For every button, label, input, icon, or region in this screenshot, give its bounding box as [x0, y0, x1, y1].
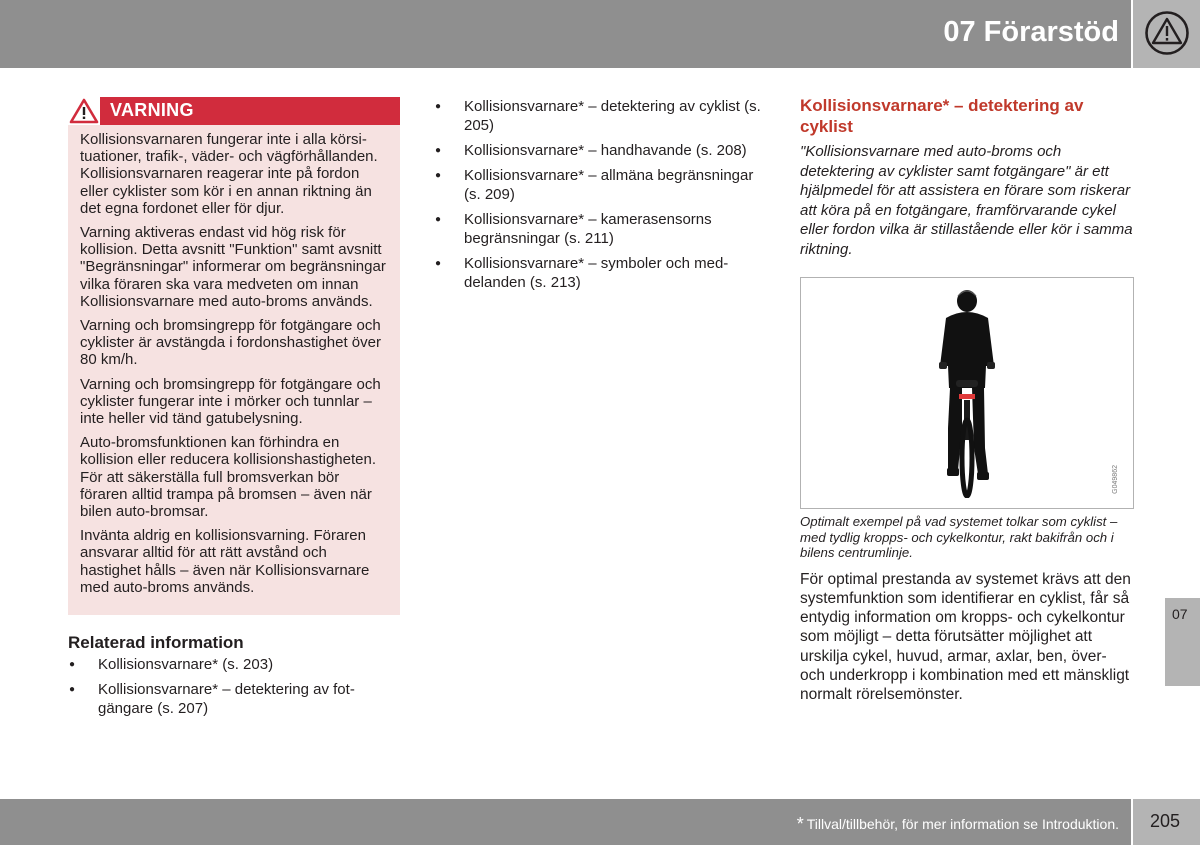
cyclist-figure: [800, 277, 1134, 509]
warning-triangle-icon: [1144, 10, 1190, 56]
warning-triangle-icon: [68, 97, 100, 125]
figure-code: G049862: [1112, 465, 1119, 494]
related-link[interactable]: ● Kollisionsvarnare* (s. 203): [68, 655, 400, 674]
related-list: [68, 655, 400, 718]
warning-paragraph: Invänta aldrig en kollisionsvarning. Föraren ansvarar alltid för att rätt avstånd och hastighet hålls – även när Kollisionsvarnare med auto-broms används.: [80, 527, 370, 596]
warning-paragraph: Auto-bromsfunktionen kan förhindra en kollision eller reducera kollisionshastigheten. För att säkerställa full bromsverkan bör föraren alltid trampa på bromsen – även när bilen auto-bromsar.: [80, 434, 376, 521]
warning-paragraph: Kollisionsvarnaren fungerar inte i alla körsituationer, trafik-, väder- och vägförhållanden. Kollisionsvarnaren reagerar inte på fordon eller cyklister som kör i en annan riktning än det egna fordonet eller för djur.: [80, 131, 378, 217]
warning-label: VARNING: [110, 100, 194, 120]
related-list-continued: [434, 97, 766, 292]
warning-paragraph: Varning och bromsingrepp för fotgängare och cyklister är avstängda i fordonshastighet över 80 km/h.: [80, 317, 381, 369]
figure-caption: Optimalt exempel på vad systemet tolkar som cyklist – med tydlig kropps- och cykelkontur, rakt bakifrån och i bilens centrumlinje.: [800, 514, 1118, 560]
related-link[interactable]: ● Kollisionsvarnare* – kamerasensorns begränsningar (s. 211): [434, 210, 766, 248]
header-icon-box: [1133, 0, 1200, 68]
related-link[interactable]: ● Kollisionsvarnare* – detektering av cyklist (s. 205): [434, 97, 766, 135]
related-link[interactable]: ● Kollisionsvarnare* – handhavande (s. 208): [434, 141, 766, 160]
section-intro: "Kollisionsvarnare med auto-broms och detektering av cyklister samt fotgängare" är ett hjälpmedel för att assistera en förare som riskerar att köra på en fotgängare, framförvarande cykel eller fordon vilka är stillastående eller kör i samma riktning.: [800, 143, 1133, 258]
header-bar: [0, 0, 1131, 68]
footnote-text: Tillval/tillbehör, för mer information se Introduktion.: [806, 816, 1119, 832]
footnote: [797, 814, 1119, 835]
chapter-title: 07 Förarstöd: [943, 16, 1119, 48]
cyclist-illustration: [936, 288, 998, 498]
right-column: [800, 95, 1134, 705]
related-link[interactable]: ● Kollisionsvarnare* – detektering av fotgängare (s. 207): [68, 680, 400, 718]
chapter-tab-label: 07: [1172, 606, 1188, 622]
warning-paragraph: Varning aktiveras endast vid hög risk för kollision. Detta avsnitt "Funktion" samt avsnitt "Begränsningar" informerar om begränsningar vilka föraren ska vara medveten om innan Kollisionsvarnare med auto-broms används.: [80, 224, 386, 310]
warning-header: [68, 97, 400, 125]
warning-body: [68, 125, 400, 596]
middle-column: [434, 95, 766, 298]
warning-paragraph: Varning och bromsingrepp för fotgängare och cyklister fungerar inte i mörker och tunnlar – inte heller vid tänd gatubelysning.: [80, 375, 381, 428]
related-info-heading: Relaterad information: [68, 633, 244, 653]
footer-bar: [0, 799, 1131, 845]
left-column: [68, 97, 400, 724]
page-number-box: [1133, 799, 1200, 845]
related-link[interactable]: ● Kollisionsvarnare* – allmäna begränsningar (s. 209): [434, 166, 766, 204]
section-heading: Kollisionsvarnare* – detektering av cyklist: [800, 96, 1084, 136]
related-link[interactable]: ● Kollisionsvarnare* – symboler och meddelanden (s. 213): [434, 254, 766, 292]
warning-box: [68, 97, 400, 615]
page-number: 205: [1150, 811, 1181, 831]
chapter-tab: [1165, 598, 1200, 686]
footnote-star: *: [796, 814, 804, 834]
section-body: För optimal prestanda av systemet krävs att den systemfunktion som identifierar en cyklist, får så entydig information om kropps- och cykelkontur som möjligt – detta förutsätter möjlighet att urskilja cykel, huvud, armar, axlar, ben, över- och underkropp i kombination med ett mänskligt normalt rörelsemönster.: [800, 570, 1131, 704]
